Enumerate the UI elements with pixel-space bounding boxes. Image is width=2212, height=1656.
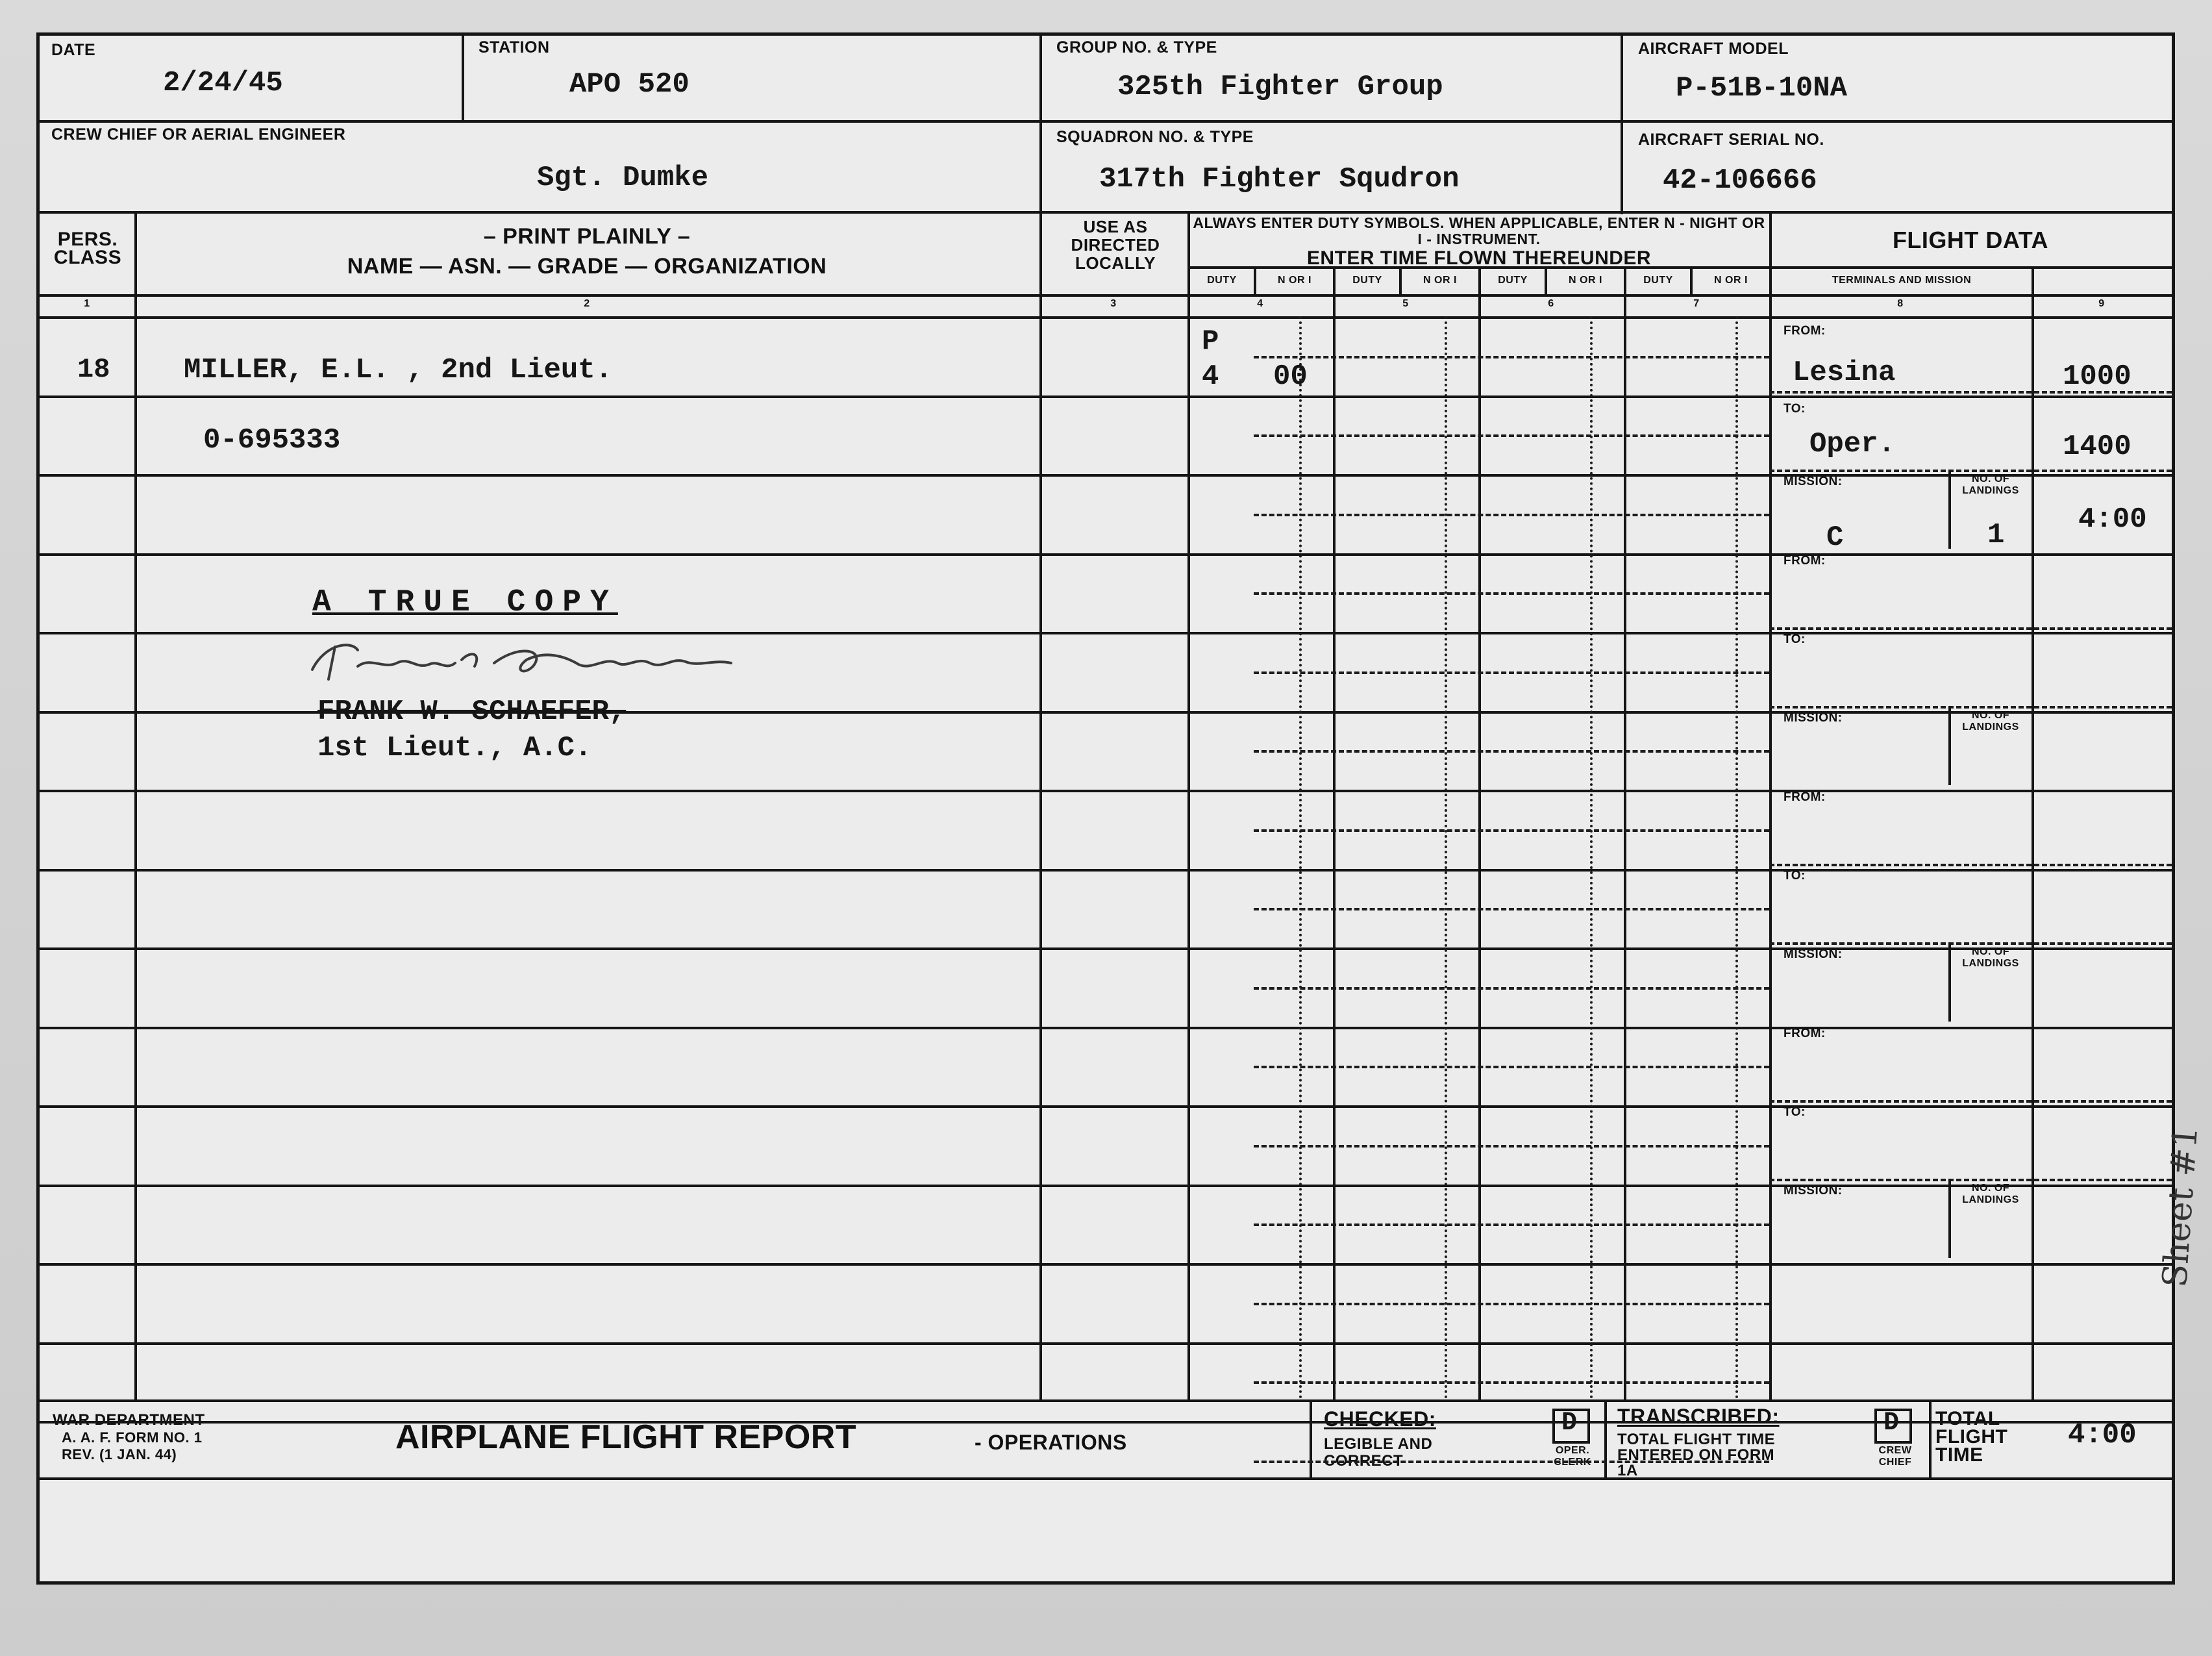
landings-label: NO. OF LANDINGS — [1962, 473, 2019, 496]
aircraft-model-value: P-51B-10NA — [1676, 72, 1848, 105]
row-line — [40, 474, 1187, 477]
duty-dash-line — [1254, 750, 1769, 753]
station-label: STATION — [478, 38, 550, 56]
col-num-6: 6 — [1548, 298, 1554, 309]
flight-data-dash — [1769, 1100, 2172, 1103]
row-line — [40, 1342, 1187, 1345]
date-label: DATE — [51, 41, 96, 59]
to-label: TO: — [1783, 633, 1806, 646]
header-divider-2 — [40, 211, 2172, 214]
duty-dash-line — [1254, 908, 1769, 910]
row-line-right — [1187, 1263, 2172, 1266]
duty-dash-line — [1254, 1066, 1769, 1068]
entry-to-time: 1400 — [2063, 431, 2131, 463]
duty-col-5: DUTY — [1352, 275, 1382, 286]
duty-colon-line — [1735, 316, 1738, 1399]
footer-bottom-line — [40, 1477, 2172, 1480]
serial-label: AIRCRAFT SERIAL NO. — [1638, 131, 1824, 149]
name-column-header: NAME — ASN. — GRADE — ORGANIZATION — [347, 254, 827, 279]
print-plainly-header: – PRINT PLAINLY – — [483, 224, 691, 249]
from-label: FROM: — [1783, 1027, 1826, 1040]
entry-pers-class: 18 — [77, 354, 110, 385]
duty-col-7: DUTY — [1643, 275, 1673, 286]
row-line — [40, 395, 1187, 398]
col-num-2: 2 — [584, 298, 590, 309]
group-value: 325th Fighter Group — [1117, 71, 1443, 103]
duty-dash-line — [1254, 829, 1769, 832]
duty-dash-line — [1254, 434, 1769, 437]
crew-chief-value: Sgt. Dumke — [537, 162, 709, 194]
duty-colon-line — [1445, 316, 1447, 1399]
landings-divider — [1948, 1179, 1951, 1258]
footer-top-line — [40, 1399, 2172, 1402]
flight-data-dash — [1769, 391, 2172, 394]
oper-clerk-label: OPER. CLERK — [1554, 1445, 1591, 1468]
row-line — [40, 1421, 1187, 1424]
entry-from-value: Lesina — [1793, 357, 1896, 389]
squadron-value: 317th Fighter Squdron — [1099, 163, 1460, 195]
footer-vline-1 — [1310, 1399, 1312, 1477]
total-flight-time-label: TOTAL FLIGHT TIME — [1935, 1408, 2008, 1466]
entry-mission-value: C — [1826, 521, 1844, 554]
entry-landings-value: 1 — [1987, 519, 2005, 551]
landings-label: NO. OF LANDINGS — [1962, 710, 2019, 733]
duty-dash-line — [1254, 671, 1769, 674]
flight-report-form — [36, 32, 2175, 1585]
station-value: APO 520 — [569, 68, 690, 101]
duty-dash-line — [1254, 1145, 1769, 1148]
footer-vline-3 — [1929, 1399, 1932, 1477]
oper-clerk-mark: D — [1561, 1409, 1578, 1438]
duty-col-4: DUTY — [1207, 275, 1237, 286]
war-department: WAR DEPARTMENT — [53, 1411, 205, 1429]
row-line — [40, 790, 1187, 792]
true-copy-title: A TRUE COPY — [312, 585, 618, 620]
row-line-right — [1187, 553, 2172, 556]
col-num-1: 1 — [84, 298, 90, 309]
row-line — [40, 632, 1187, 634]
mission-label: MISSION: — [1783, 475, 1843, 488]
header-vline-a — [462, 36, 464, 120]
landings-divider — [1948, 706, 1951, 785]
legible-correct: LEGIBLE AND CORRECT — [1324, 1435, 1433, 1470]
to-label: TO: — [1783, 1105, 1806, 1119]
row-line — [40, 869, 1187, 872]
header-vline-c — [1621, 36, 1623, 214]
duty-dash-line — [1254, 592, 1769, 595]
duty-dash-line — [1254, 1223, 1769, 1226]
transcribed-label: TRANSCRIBED: — [1617, 1405, 1780, 1428]
col-num-3: 3 — [1110, 298, 1117, 309]
col-num-9: 9 — [2098, 298, 2105, 309]
entry-duty-hours: 4 — [1202, 360, 1219, 393]
form-number: A. A. F. FORM NO. 1 — [62, 1429, 203, 1446]
checked-label: CHECKED: — [1324, 1407, 1436, 1431]
squadron-label: SQUADRON NO. & TYPE — [1056, 128, 1254, 146]
duty-col-6: DUTY — [1498, 275, 1528, 286]
serial-value: 42-106666 — [1663, 164, 1817, 197]
col-line-2 — [1039, 214, 1042, 1399]
duty-dash-line — [1254, 514, 1769, 516]
signature-image — [299, 631, 754, 689]
entry-from-label: FROM: — [1783, 324, 1826, 338]
duty-colon-line — [1299, 316, 1302, 1399]
crew-chief-mark: D — [1883, 1409, 1900, 1438]
entry-mission-time: 4:00 — [2078, 503, 2147, 536]
crew-chief-label: CREW CHIEF — [1878, 1445, 1912, 1468]
row-line — [40, 553, 1187, 556]
mission-label: MISSION: — [1783, 1184, 1843, 1198]
nori-col-5: N OR I — [1423, 275, 1457, 286]
landings-label: NO. OF LANDINGS — [1962, 1183, 2019, 1205]
duty-dash-line — [1254, 1381, 1769, 1384]
nori-col-6: N OR I — [1569, 275, 1602, 286]
row-line-right — [1187, 869, 2172, 872]
flight-data-header: FLIGHT DATA — [1892, 227, 2049, 253]
duty-instructions-header: ALWAYS ENTER DUTY SYMBOLS. WHEN APPLICABLE, ENTER N - NIGHT OR I - INSTRUMENT. — [1193, 214, 1765, 247]
footer-vline-2 — [1604, 1399, 1607, 1477]
row-line-right — [1187, 1027, 2172, 1029]
landings-divider — [1948, 942, 1951, 1022]
row-line — [40, 1263, 1187, 1266]
entry-duty-minutes: 00 — [1273, 360, 1308, 393]
duty-instructions-2: ENTER TIME FLOWN THEREUNDER — [1306, 247, 1652, 269]
from-label: FROM: — [1783, 790, 1826, 804]
row-line-right — [1187, 1421, 2172, 1424]
to-label: TO: — [1783, 869, 1806, 883]
row-line — [40, 1027, 1187, 1029]
landings-divider — [1948, 470, 1951, 549]
duty-colon-line — [1590, 316, 1593, 1399]
flight-data-dash — [1769, 627, 2172, 630]
row-line — [40, 1105, 1187, 1108]
transcribed-desc: TOTAL FLIGHT TIME ENTERED ON FORM 1A — [1617, 1431, 1776, 1479]
row-line — [40, 1185, 1187, 1187]
flight-data-dash — [1769, 706, 2172, 709]
form-revision: REV. (1 JAN. 44) — [62, 1446, 177, 1462]
col-line-1 — [134, 211, 137, 1399]
flight-data-dash — [1769, 470, 2172, 472]
col-line-3 — [1187, 211, 1190, 1399]
entry-name: MILLER, E.L. , 2nd Lieut. — [184, 354, 613, 386]
mission-label: MISSION: — [1783, 947, 1843, 961]
entry-asn: 0-695333 — [203, 424, 341, 457]
header-vline-b — [1039, 36, 1042, 214]
form-title: AIRPLANE FLIGHT REPORT — [395, 1418, 857, 1456]
row-line — [40, 711, 1187, 714]
col-num-5: 5 — [1402, 298, 1409, 309]
row-line-right — [1187, 790, 2172, 792]
date-value: 2/24/45 — [163, 67, 283, 99]
group-label: GROUP NO. & TYPE — [1056, 38, 1217, 56]
certifier-rank: 1st Lieut., A.C. — [317, 732, 592, 764]
flight-data-split — [1769, 266, 2172, 269]
row-line-right — [1187, 1105, 2172, 1108]
col-line-8 — [2032, 266, 2034, 1399]
duty-dash-line — [1254, 356, 1769, 358]
flight-data-dash — [1769, 1179, 2172, 1181]
duty-dash-line — [1254, 1303, 1769, 1305]
total-flight-time-value: 4:00 — [2068, 1419, 2137, 1451]
row-line — [40, 947, 1187, 950]
col-num-8: 8 — [1897, 298, 1904, 309]
crew-chief-label: CREW CHIEF OR AERIAL ENGINEER — [51, 125, 346, 144]
pers-class-header: PERS. CLASS — [53, 229, 122, 268]
form-subtitle: - OPERATIONS — [975, 1431, 1127, 1454]
mission-label: MISSION: — [1783, 711, 1843, 725]
row-line-right — [1187, 632, 2172, 634]
column-number-bottom — [40, 316, 2172, 319]
certifier-name: FRANK W. SCHAEFER, — [317, 696, 627, 728]
col-num-4: 4 — [1257, 298, 1263, 309]
col-num-7: 7 — [1693, 298, 1700, 309]
aircraft-model-label: AIRCRAFT MODEL — [1638, 40, 1789, 58]
landings-label: NO. OF LANDINGS — [1962, 946, 2019, 969]
entry-from-time: 1000 — [2063, 360, 2131, 393]
terminals-header: TERMINALS AND MISSION — [1832, 275, 1972, 286]
margin-note: Sheet #1 — [2156, 1124, 2206, 1289]
flight-data-dash — [1769, 864, 2172, 866]
nori-col-7: N OR I — [1714, 275, 1748, 286]
col-line-7 — [1769, 211, 1772, 1399]
row-line-right — [1187, 1342, 2172, 1345]
entry-duty-symbol: P — [1202, 325, 1219, 358]
flight-data-dash — [1769, 942, 2172, 945]
duty-dash-line — [1254, 987, 1769, 990]
row-line-right — [1187, 395, 2172, 398]
duty-dash-line — [1254, 1461, 1769, 1463]
header-divider-1 — [40, 120, 2172, 123]
nori-col-4: N OR I — [1278, 275, 1311, 286]
column-header-bottom — [40, 294, 2172, 297]
use-as-directed-header: USE AS DIRECTED LOCALLY — [1071, 217, 1160, 273]
from-label: FROM: — [1783, 554, 1826, 568]
entry-to-value: Oper. — [1809, 428, 1896, 460]
entry-to-label: TO: — [1783, 402, 1806, 416]
